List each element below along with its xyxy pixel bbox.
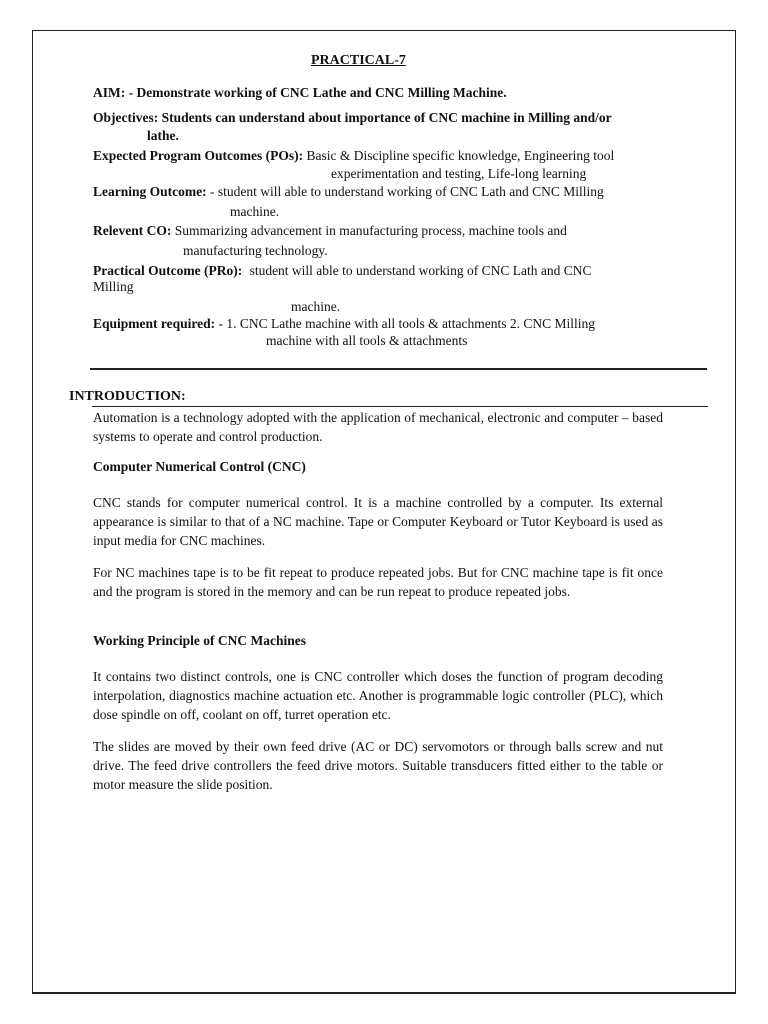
equipment-line-2: machine with all tools & attachments (266, 333, 468, 348)
working-principle-heading: Working Principle of CNC Machines (93, 633, 306, 648)
section-divider (90, 368, 707, 370)
practical-outcome-label: Practical Outcome (PRo): (93, 263, 243, 278)
practical-outcome-line-2: Milling (93, 279, 134, 294)
learning-outcome-text-1: - student will able to understand working of CNC Lath and CNC Milling (210, 184, 604, 199)
intro-paragraph-cnc: CNC stands for computer numerical control. It is a machine controlled by a computer. Its external appearance is similar to that of a NC machine. Tape or Computer Keyboard or Tutor Keyboard is used as input media for CNC machines. (93, 495, 663, 548)
intro-paragraph-nc-tape: For NC machines tape is to be fit repeat to produce repeated jobs. But for CNC machine tape is fit once and the program is stored in the memory and can be run repeat to produce repeated jobs. (93, 565, 663, 599)
cnc-heading: Computer Numerical Control (CNC) (93, 459, 306, 474)
practical-outcome-line-1 (93, 263, 592, 279)
equipment-line-1 (93, 316, 595, 332)
pos-line-1 (93, 148, 614, 164)
equipment-label: Equipment required: (93, 316, 216, 331)
equipment-text-1: - 1. CNC Lathe machine with all tools & attachments 2. CNC Milling (218, 316, 595, 331)
pos-label: Expected Program Outcomes (POs): (93, 148, 304, 163)
relevent-co-text-1: Summarizing advancement in manufacturing process, machine tools and (174, 223, 567, 238)
learning-outcome-label: Learning Outcome: (93, 184, 207, 199)
introduction-heading: INTRODUCTION: (69, 389, 186, 404)
learning-outcome-line-1 (93, 184, 604, 200)
relevent-co-label: Relevent CO: (93, 223, 172, 238)
working-paragraph-controls: It contains two distinct controls, one is CNC controller which doses the function of program decoding interpolation, diagnostics machine actuation etc. Another is programmable logic controller (PLC), which dose spindle on off, coolant on off, turret operation etc. (93, 669, 663, 722)
working-paragraph-slides: The slides are moved by their own feed drive (AC or DC) servomotors or through balls screw and nut drive. The feed drive controllers the feed drive motors. Suitable transducers fitted either to the table or motor measure the slide position. (93, 739, 663, 792)
learning-outcome-line-2: machine. (230, 204, 280, 219)
introduction-underline (92, 406, 708, 407)
intro-paragraph-automation: Automation is a technology adopted with the application of mechanical, electronic and computer – based systems to operate and control production. (93, 410, 663, 444)
pos-text-1: Basic & Discipline specific knowledge, Engineering tool (306, 148, 615, 163)
objectives-line-1: Objectives: Students can understand about importance of CNC machine in Milling and/or (93, 110, 612, 125)
aim-line: AIM: - Demonstrate working of CNC Lathe and CNC Milling Machine. (93, 85, 507, 100)
relevent-co-line-2: manufacturing technology. (183, 243, 328, 258)
pos-line-2: experimentation and testing, Life-long learning (331, 166, 587, 181)
practical-outcome-text-1: student will able to understand working of CNC Lath and CNC (249, 263, 592, 278)
relevent-co-line-1 (93, 223, 567, 239)
practical-title: PRACTICAL-7 (311, 53, 406, 68)
practical-outcome-line-3: machine. (291, 299, 341, 314)
objectives-line-2: lathe. (147, 128, 179, 143)
